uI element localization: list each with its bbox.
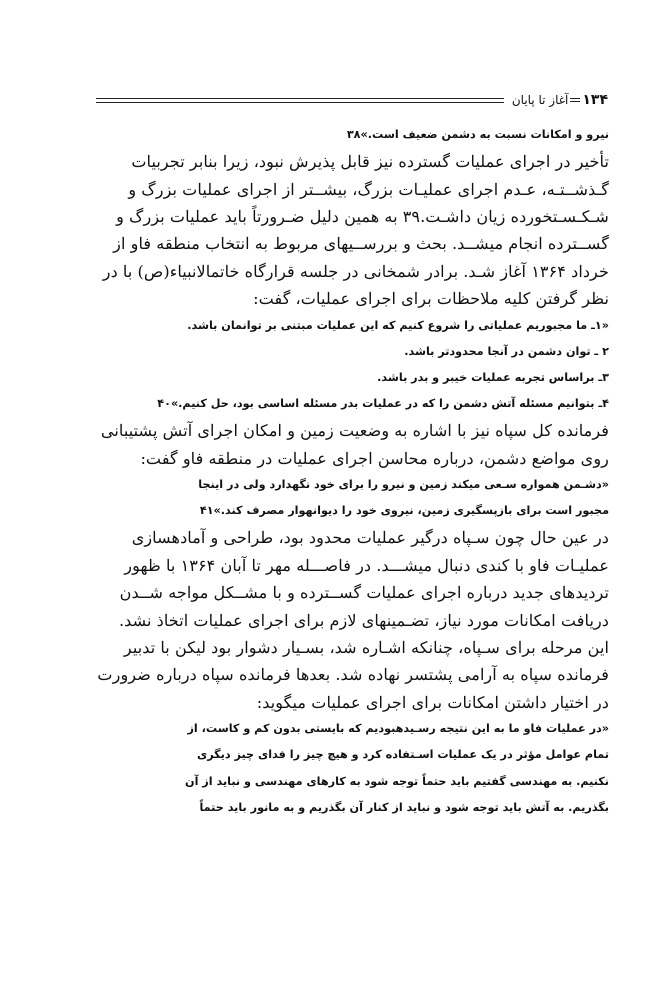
running-header [96, 90, 608, 110]
text-line: تأخیر در اجرای عملیات گسترده نیز قابل پذیرش نبود، زیرا بنابر تجربیات [131, 152, 609, 172]
page-number: ۱۳۴ [582, 92, 608, 108]
text-line: در عین حال چون سـپاه درگیر عملیات محدود بود، طراحی و آمادهسازی [131, 528, 609, 548]
header-rule [96, 98, 504, 103]
quote-line: ۲ ـ توان دشمن در آنجا محدودتر باشد. [404, 344, 609, 358]
quote-line: «دشـمن همواره سـعی میکند زمین و نیرو را برای خود نگهدارد ولی در اینجا [198, 478, 609, 492]
text-line: دریافت امکانات مورد نیاز، تضـمینهای لازم برای اجرای عملیات اتخاذ نشد. [118, 610, 609, 630]
text-line: تردیدهای جدید درباره اجرای عملیات گســترده و با مشــکل مواجه شــدن [119, 583, 609, 603]
quote-line: «۱ـ ما مجبوریم عملیاتی را شروع کنیم که این عملیات مبتنی بر توانمان باشد. [187, 318, 609, 332]
quote-line: ۴ـ بتوانیم مسئله آتش دشمن را که در عملیات بدر مسئله اساسی بود، حل کنیم.»۴۰ [157, 397, 609, 411]
text-line: فرمانده سپاه به آرامی پشتسر نهاده شد. بعدها فرمانده سپاه درباره ضرورت [97, 665, 609, 685]
text-line: خرداد ۱۳۶۴ آغاز شـد. برادر شمخانی در جلسه قرارگاه خاتمالانبیاء(ص) با در [102, 261, 609, 281]
text-line: عملیـات فاو با کندی دنبال میشـــد. در فاصـــله مهر تا آبان ۱۳۶۴ با ظهور [124, 555, 609, 575]
text-line: شـکـسـتخورده زیان داشـت.۳۹ به همین دلیل ضـرورتاً باید عملیات بزرگ و [116, 206, 609, 226]
book-title: آغاز تا پایان [511, 93, 569, 107]
quote-line: تمام عوامل مؤثر در یک عملیات اسـتفاده کرد و هیچ چیز را فدای چیز دیگری [196, 748, 609, 762]
quote-line: بگذریم. به آتش باید توجه شود و نباید از کنار آن بگذریم و به مانور باید حتماً [199, 800, 609, 814]
quote-line: «در عملیات فاو ما به این نتیجه رسـیدهبودیم که بایستی بدون کم و کاست، از [187, 722, 609, 736]
text-line: روی مواضع دشمن، درباره محاسن اجرای عملیات در منطقه فاو گفت: [140, 448, 609, 468]
text-line: نظر گرفتن کلیه ملاحظات برای اجرای عملیات، گفت: [253, 289, 609, 309]
text-line: فرمانده کل سپاه نیز با اشاره به وضعیت زمین و امکان اجرای آتش پشتیبانی [100, 421, 609, 441]
header-dash [570, 98, 580, 102]
text-line: گســترده انجام میشــد. بحث و بررســیهای مربوط به انتخاب منطقه فاو از [113, 234, 609, 254]
text-line: در اختیار داشتن امکانات برای اجرای عملیات میگوید: [256, 692, 609, 712]
text-line: این مرحله برای سـپاه، چنانکه اشـاره شد، بسـیار دشوار بود لیکن با تدبیر [123, 638, 609, 657]
quote-line: ۳ـ براساس تجربه عملیات خیبر و بدر باشد. [377, 370, 609, 384]
page-body [97, 122, 609, 821]
text-line: گـذشــتـه، عـدم اجرای عملیـات بزرگ، بیشــتر از اجرای عملیات بزرگ و [128, 179, 609, 199]
quote-line: نکنیم. به مهندسی گفتیم باید حتماً توجه شود به کارهای مهندسی و نباید از آن [185, 774, 609, 788]
quote-line: نیرو و امکانات نسبت به دشمن ضعیف است.»۳۸ [346, 128, 609, 141]
quote-line: مجبور است برای بازپسگیری زمین، نیروی خود را دیوانهوار مصرف کند.»۴۱ [199, 504, 609, 518]
